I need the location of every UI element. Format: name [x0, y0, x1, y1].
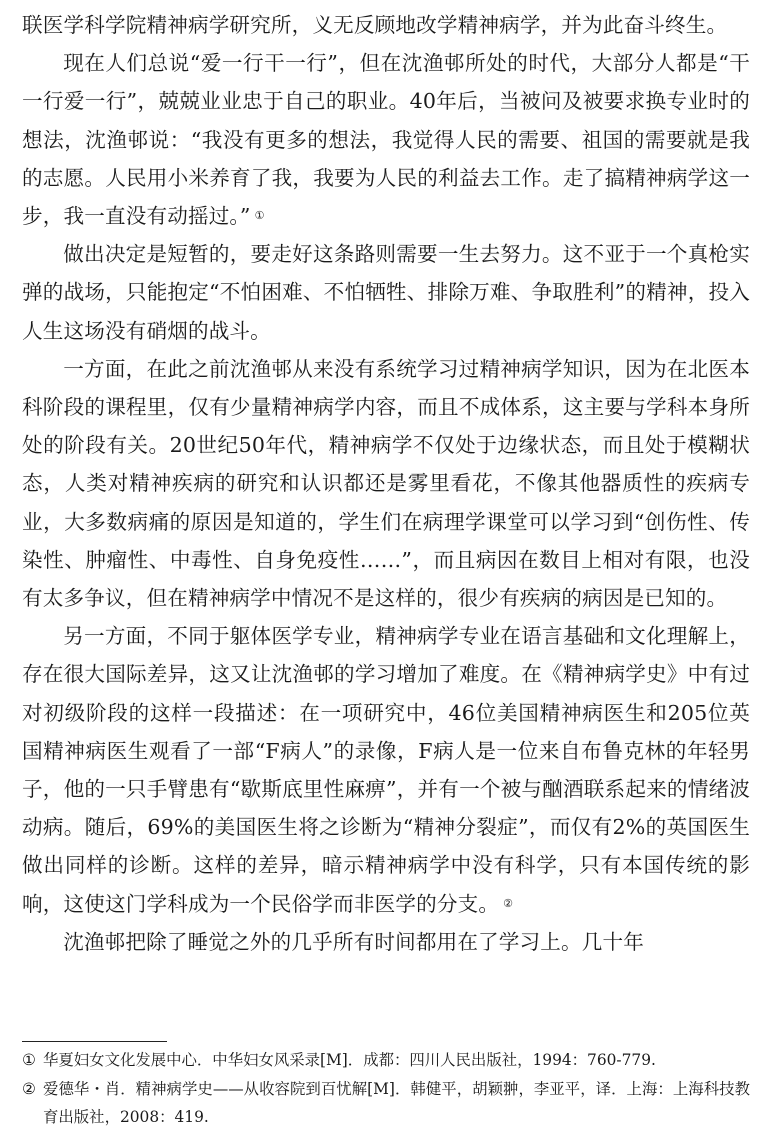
footnote-text: 华夏妇女文化发展中心．中华妇女风采录[M]．成都：四川人民出版社，1994：760-779. — [43, 1051, 656, 1069]
footnote-marker: ② — [22, 1079, 36, 1098]
paragraph — [22, 235, 750, 350]
paragraph-text: 做出决定是短暂的，要走好这条路则需要一生去努力。这不亚于一个真枪实弹的战场，只能抱定“不怕困难、不怕牺牲、排除万难、争取胜利”的精神，投入人生这场没有硝烟的战斗。 — [22, 242, 750, 343]
paragraph — [22, 350, 750, 617]
paragraph-continued — [22, 6, 750, 44]
paragraph — [22, 44, 750, 235]
paragraph — [22, 923, 750, 961]
footnote-item — [22, 1075, 750, 1132]
footnote-divider — [22, 1041, 167, 1042]
paragraph — [22, 617, 750, 923]
footnote-marker: ① — [22, 1051, 36, 1069]
paragraph-text: 现在人们总说“爱一行干一行”，但在沈渔邨所处的时代，大部分人都是“干一行爱一行”，兢兢业业忠于自己的职业。40年后，当被问及被要求换专业时的想法，沈渔邨说：“我没有更多的想法，我觉得人民的需要、祖国的需要就是我的志愿。人民用小米养育了我，我要为人民的利益去工作。走了搞精神病学这一步，我一直没有动摇过。” — [22, 51, 750, 229]
paragraph-text: 另一方面，不同于躯体医学专业，精神病学专业在语言基础和文化理解上，存在很大国际差异，这又让沈渔邨的学习增加了难度。在《精神病学史》中有过对初级阶段的这样一段描述：在一项研究中，46位美国精神病医生和205位英国精神病医生观看了一部“F病人”的录像，F病人是一位来自布鲁克林的年轻男子，他的一只手臂患有“歇斯底里性麻痹”，并有一个被与酗酒联系起来的情绪波动病。随后，69%的美国医生将之诊断为“精神分裂症”，而仅有2%的英国医生做出同样的诊断。这样的差异，暗示精神病学中没有科学，只有本国传统的影响，这使这门学科成为一个民俗学而非医学的分支。 — [22, 624, 750, 916]
footnote-text: 爱德华・肖．精神病学史——从收容院到百忧解[M]．韩健平，胡颖翀，李亚平，译．上海：上海科技教育出版社，2008：419. — [43, 1079, 750, 1126]
paragraph-text: 联医学科学院精神病学研究所，义无反顾地改学精神病学，并为此奋斗终生。 — [22, 13, 728, 37]
footnote-ref[interactable]: ② — [503, 896, 514, 910]
paragraph-text: 沈渔邨把除了睡觉之外的几乎所有时间都用在了学习上。几十年 — [63, 929, 645, 954]
footnote-item — [22, 1046, 750, 1075]
main-text — [22, 6, 750, 961]
paragraph-text: 一方面，在此之前沈渔邨从来没有系统学习过精神病学知识，因为在北医本科阶段的课程里，仅有少量精神病学内容，而且不成体系，这主要与学科本身所处的阶段有关。20世纪50年代，精神病学不仅处于边缘状态，而且处于模糊状态，人类对精神疾病的研究和认识都还是雾里看花，不像其他器质性的疾病专业，大多数病痛的原因是知道的，学生们在病理学课堂可以学习到“创伤性、传染性、肿瘤性、中毒性、自身免疫性……”，而且病因在数目上相对有限，也没有太多争议，但在精神病学中情况不是这样的，很少有疾病的病因是已知的。 — [22, 356, 750, 611]
footnote-ref[interactable]: ① — [254, 209, 265, 223]
footnotes — [22, 1046, 750, 1132]
